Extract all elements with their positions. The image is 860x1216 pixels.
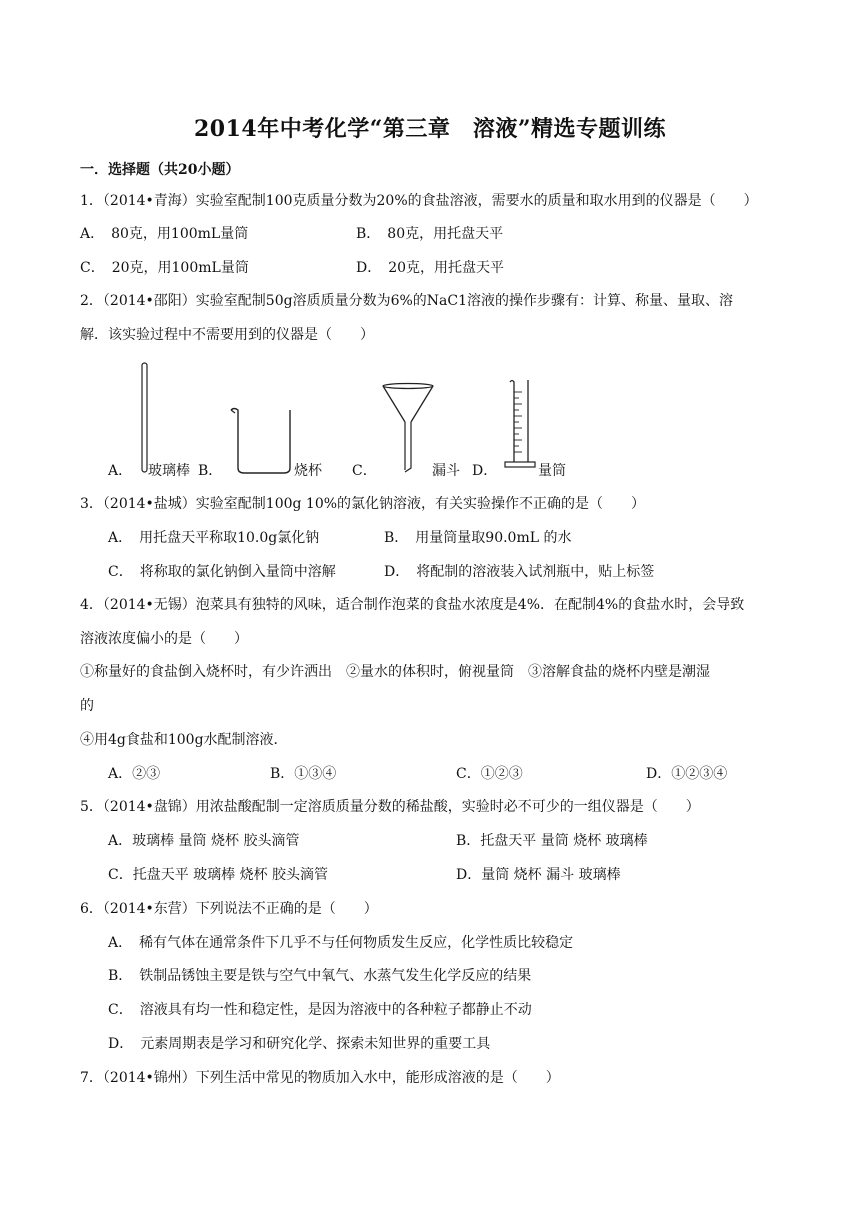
q4-items-line1-cont: 的 — [80, 698, 94, 714]
q6-option-b: B． 铁制品锈蚀主要是铁与空气中氧气、水蒸气发生化学反应的结果 — [108, 968, 532, 984]
q3-option-b: B． 用量筒量取90.0mL 的水 — [384, 530, 572, 546]
q5-option-c: C．托盘天平 玻璃棒 烧杯 胶头滴管 — [108, 867, 329, 883]
section-heading: 一．选择题（共20小题） — [80, 162, 240, 178]
q2-option-c-label: 漏斗 — [432, 463, 460, 479]
q3-stem: 3．（2014•盐城）实验室配制100g 10%的氯化钠溶液，有关实验操作不正确的是（ ） — [80, 496, 646, 512]
q5-option-d: D．量筒 烧杯 漏斗 玻璃棒 — [456, 867, 621, 883]
measuring-cylinder-image — [502, 378, 538, 474]
q5-option-b: B．托盘天平 量筒 烧杯 玻璃棒 — [456, 833, 648, 849]
q2-stem-line1: 2．（2014•邵阳）实验室配制50g溶质质量分数为6%的NaC1溶液的操作步骤有：计算、称量、量取、溶 — [80, 293, 733, 309]
q2-option-b-letter: B． — [198, 463, 223, 479]
q4-option-c: C．①②③ — [456, 766, 523, 782]
q6-option-d: D． 元素周期表是学习和研究化学、探索未知世界的重要工具 — [108, 1036, 491, 1052]
beaker-image — [228, 404, 296, 476]
q4-items-line2: ④用4g食盐和100g水配制溶液． — [80, 732, 288, 748]
funnel-image — [380, 382, 436, 474]
page-title: 2014年中考化学“第三章 溶液”精选专题训练 — [193, 116, 667, 142]
q1-option-c: C． 20克，用100mL量筒 — [80, 260, 249, 276]
q4-stem-line2: 溶液浓度偏小的是（ ） — [80, 631, 248, 647]
q1-option-d: D． 20克，用托盘天平 — [356, 260, 505, 276]
glass-rod-image — [140, 362, 150, 474]
q6-option-a: A． 稀有气体在通常条件下几乎不与任何物质发生反应，化学性质比较稳定 — [108, 935, 574, 951]
q5-stem: 5．（2014•盘锦）用浓盐酸配制一定溶质质量分数的稀盐酸，实验时必不可少的一组仪器是（ ） — [80, 799, 700, 815]
q2-option-c-letter: C． — [352, 463, 377, 479]
q3-option-d: D． 将配制的溶液装入试剂瓶中，贴上标签 — [384, 564, 655, 580]
q1-option-b: B． 80克，用托盘天平 — [356, 226, 504, 242]
q4-items-line1: ①称量好的食盐倒入烧杯时，有少许洒出 ②量水的体积时，俯视量筒 ③溶解食盐的烧杯内壁是潮湿 — [80, 664, 710, 680]
q4-option-d: D．①②③④ — [646, 766, 728, 782]
q1-stem: 1．（2014•青海）实验室配制100克质量分数为20%的食盐溶液，需要水的质量和取水用到的仪器是（ ） — [80, 193, 758, 209]
q4-stem-line1: 4．（2014•无锡）泡菜具有独特的风味，适合制作泡菜的食盐水浓度是4%．在配制4%的食盐水时，会导致 — [80, 597, 745, 613]
q7-stem: 7．（2014•锦州）下列生活中常见的物质加入水中，能形成溶液的是（ ） — [80, 1070, 560, 1086]
q4-option-b: B．①③④ — [270, 766, 337, 782]
q4-option-a: A．②③ — [108, 766, 161, 782]
q2-option-d-letter: D． — [472, 463, 498, 479]
q2-option-a-letter: A． — [108, 463, 133, 479]
q3-option-c: C． 将称取的氯化钠倒入量筒中溶解 — [108, 564, 336, 580]
q2-option-b-label: 烧杯 — [294, 463, 322, 479]
q6-option-c: C． 溶液具有均一性和稳定性，是因为溶液中的各种粒子都静止不动 — [108, 1002, 532, 1018]
q2-stem-line2: 解．该实验过程中不需要用到的仪器是（ ） — [80, 327, 374, 343]
q3-option-a: A． 用托盘天平称取10.0g氯化钠 — [108, 530, 320, 546]
q5-option-a: A．玻璃棒 量筒 烧杯 胶头滴管 — [108, 833, 300, 849]
q1-option-a: A． 80克，用100mL量筒 — [80, 226, 249, 242]
q2-option-d-label: 量筒 — [538, 463, 566, 479]
q6-stem: 6．（2014•东营）下列说法不正确的是（ ） — [80, 901, 378, 917]
q2-option-a-label: 玻璃棒 — [148, 463, 190, 479]
